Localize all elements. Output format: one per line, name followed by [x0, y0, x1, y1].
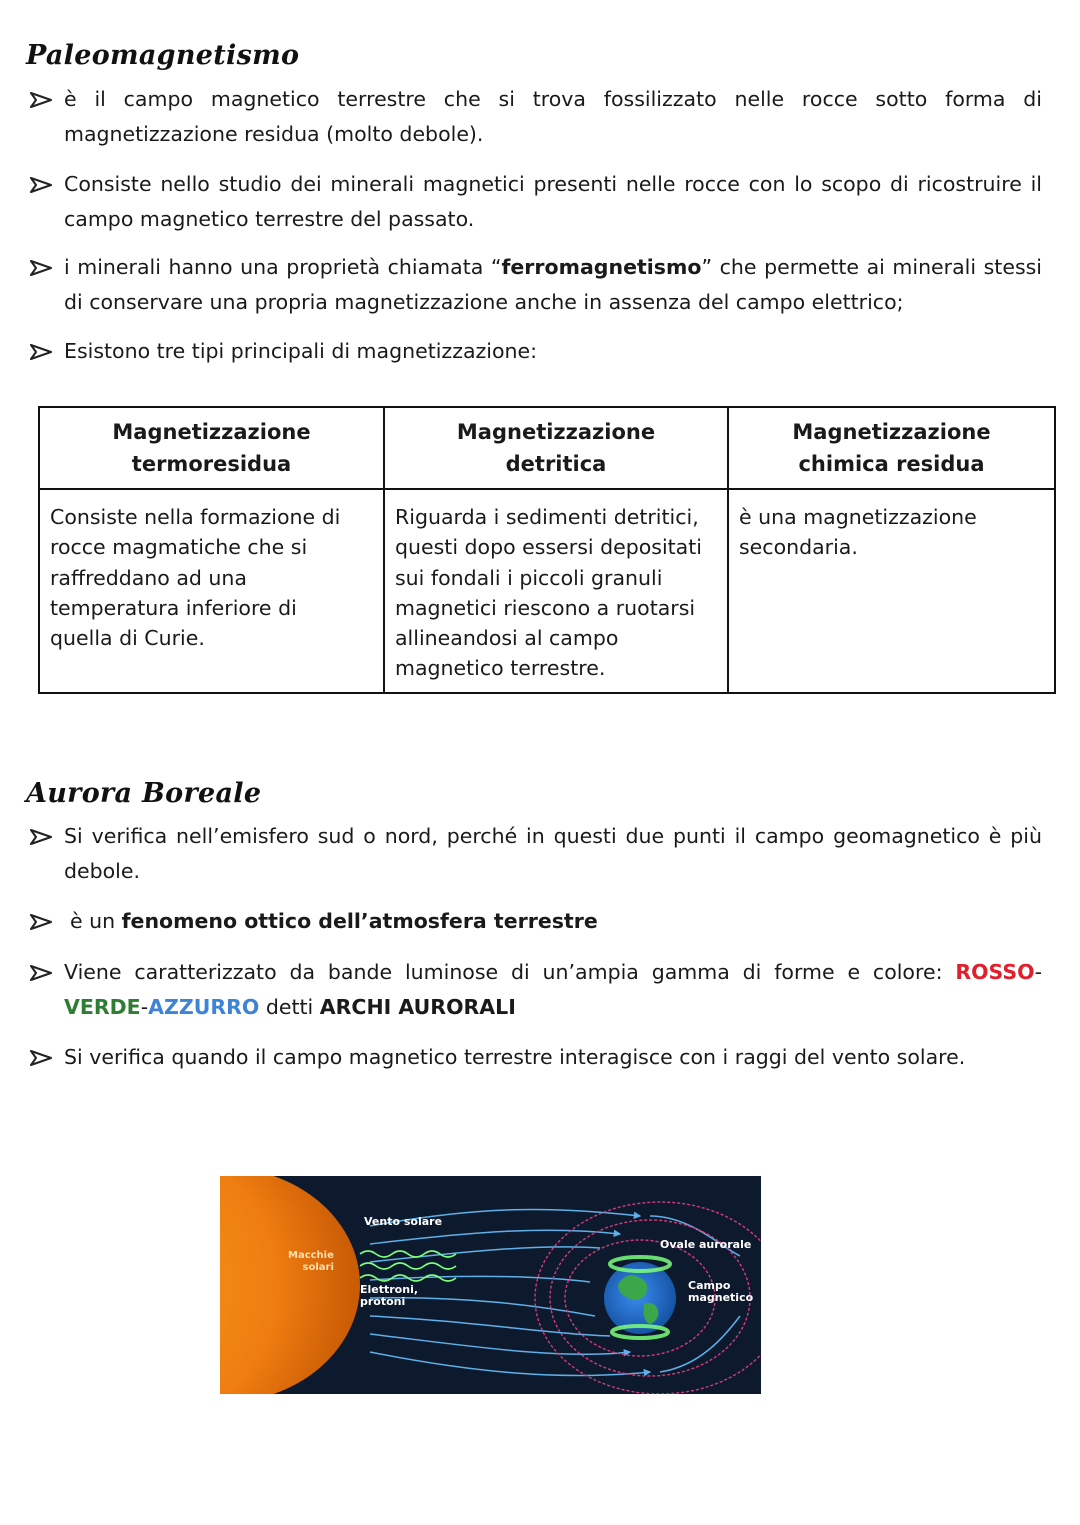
bold-phrase: ARCHI AURORALI	[319, 995, 516, 1019]
table-header-row	[39, 407, 1055, 489]
bold-phrase: fenomeno ottico dell’atmosfera terrestre	[121, 909, 598, 933]
bullet-text: Esistono tre tipi principali di magnetizzazione:	[64, 339, 538, 363]
table-row	[39, 489, 1055, 693]
section-title-paleomagnetismo: Paleomagnetismo	[26, 40, 300, 71]
table-header: Magnetizzazione detritica	[384, 407, 728, 489]
label-elettroni-protoni: Elettroni, protoni	[360, 1283, 419, 1308]
arrow-bullet-icon	[30, 334, 64, 369]
bullet-text: è un fenomeno ottico dell’atmosfera terrestre	[70, 909, 598, 933]
bullet-text: Si verifica quando il campo magnetico terrestre interagisce con i raggi del vento solare.	[64, 1045, 966, 1069]
bullet-text: i minerali hanno una proprietà chiamata “ferromagnetismo” che permette ai minerali stessi di conservare una propria magnetizzazione anche in assenza del campo elettrico;	[64, 255, 1042, 314]
bullet-item	[30, 1040, 1042, 1075]
table-header: Magnetizzazione chimica residua	[728, 407, 1055, 489]
aurora-diagram-svg	[220, 1176, 761, 1394]
table-cell: Riguarda i sedimenti detritici, questi dopo essersi depositati sui fondali i piccoli granuli magnetici riescono a ruotarsi allineandosi al campo magnetico terrestre.	[384, 489, 728, 693]
label-macchie-solari: Macchie solari	[288, 1250, 334, 1273]
table-cell: è una magnetizzazione secondaria.	[728, 489, 1055, 693]
bullet-item	[30, 955, 1042, 1025]
arrow-bullet-icon	[30, 819, 64, 854]
bullet-item	[30, 82, 1042, 152]
magnetization-table	[38, 406, 1056, 694]
bullet-item	[30, 250, 1042, 320]
bullet-text: Consiste nello studio dei minerali magnetici presenti nelle rocce con lo scopo di ricostruire il campo magnetico terrestre del passato.	[64, 172, 1042, 231]
bullet-text: Si verifica nell’emisfero sud o nord, perché in questi due punti il campo geomagnetico è più debole.	[64, 824, 1042, 883]
color-word-red: ROSSO	[955, 960, 1035, 984]
table-cell: Consiste nella formazione di rocce magmatiche che si raffreddano ad una temperatura inferiore di quella di Curie.	[39, 489, 384, 693]
bullet-item	[30, 167, 1042, 237]
arrow-bullet-icon	[30, 904, 64, 939]
bullet-text: è il campo magnetico terrestre che si trova fossilizzato nelle rocce sotto forma di magnetizzazione residua (molto debole).	[64, 87, 1042, 146]
arrow-bullet-icon	[30, 250, 64, 285]
bullet-item	[30, 904, 1042, 939]
bullet-item	[30, 819, 1042, 889]
arrow-bullet-icon	[30, 167, 64, 202]
arrow-bullet-icon	[30, 82, 64, 117]
label-campo-magnetico: Campo magnetico	[688, 1279, 754, 1304]
label-ovale-aurorale: Ovale aurorale	[660, 1238, 752, 1251]
bold-term: ferromagnetismo	[501, 255, 702, 279]
color-word-green: VERDE	[64, 995, 141, 1019]
aurora-diagram-image	[220, 1176, 761, 1394]
label-vento-solare: Vento solare	[364, 1215, 443, 1228]
arrow-bullet-icon	[30, 1040, 64, 1075]
bullet-text: Viene caratterizzato da bande luminose di un’ampia gamma di forme e colore: ROSSO-VERDE-AZZURRO detti ARCHI AURORALI	[64, 960, 1042, 1019]
color-word-blue: AZZURRO	[148, 995, 260, 1019]
section-title-aurora-boreale: Aurora Boreale	[26, 778, 262, 809]
arrow-bullet-icon	[30, 955, 64, 990]
bullet-item	[30, 334, 1042, 369]
table-header: Magnetizzazione termoresidua	[39, 407, 384, 489]
